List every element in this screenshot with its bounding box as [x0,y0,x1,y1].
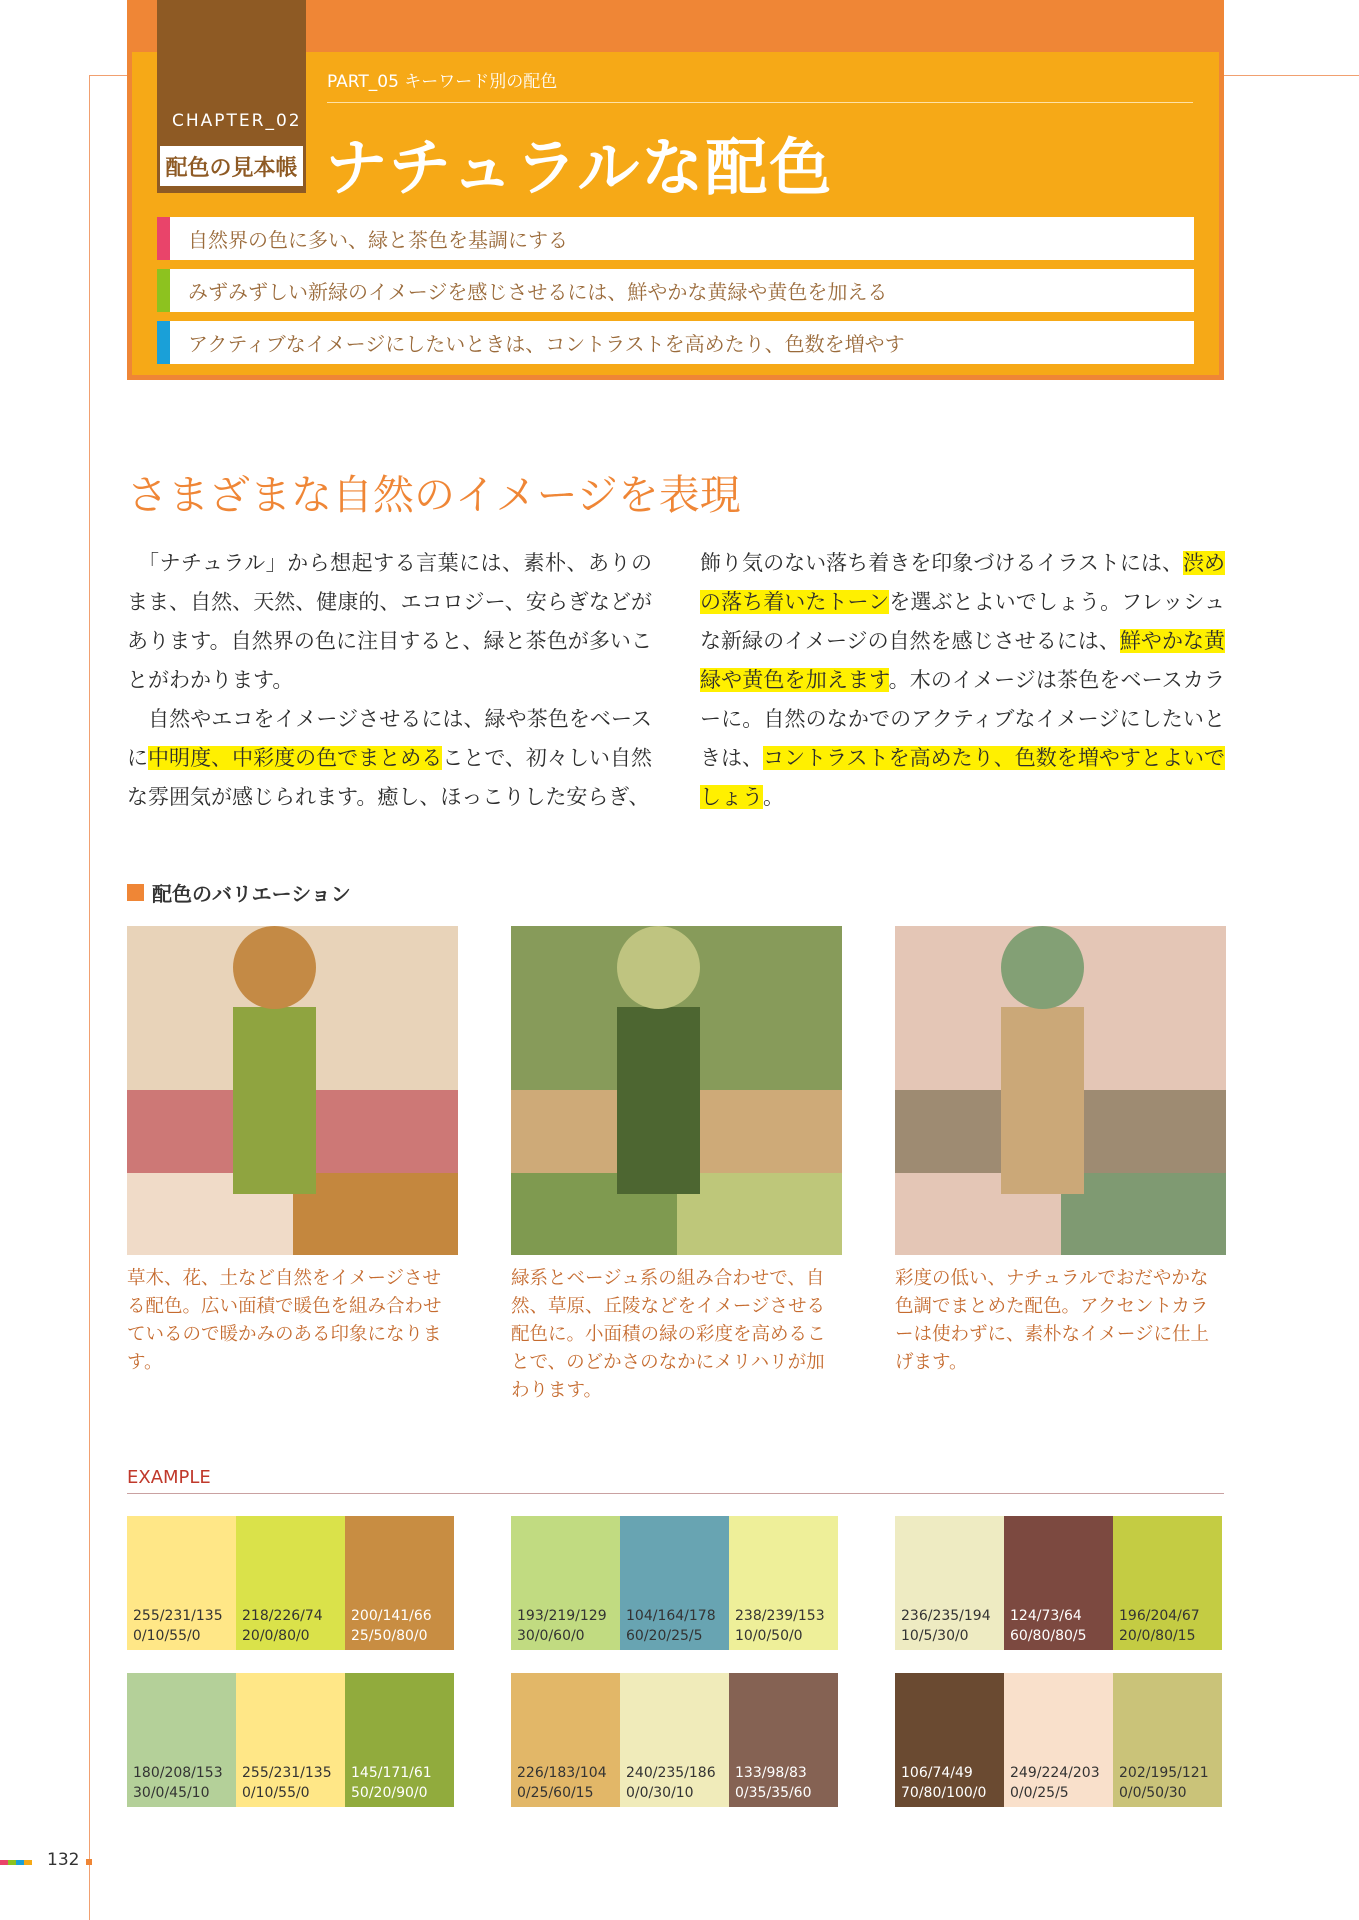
color-swatch [895,1516,1004,1650]
swatch-rgb: 238/239/153 [735,1608,825,1624]
swatch-rgb: 255/231/135 [242,1765,332,1781]
footer-bar-blue [16,1860,24,1865]
swatch-cmyk: 0/25/60/15 [517,1785,594,1801]
swatch-cmyk: 0/10/55/0 [133,1628,201,1644]
footer-bar-yellow [24,1860,32,1865]
swatch-cmyk: 30/0/60/0 [517,1628,585,1644]
color-swatch [511,1516,620,1650]
swatch-rgb: 255/231/135 [133,1608,223,1624]
variation-illustration-2 [511,926,842,1255]
color-swatch [127,1516,236,1650]
variation-caption-3: 彩度の低い、ナチュラルでおだやかな色調でまとめた配色。アクセントカラーは使わずに、素朴なイメージに仕上げます。 [895,1268,1209,1373]
color-swatch [620,1673,729,1807]
highlighted-text: 鮮やかな黄緑や黄色を加えます [700,629,1225,692]
swatch-rgb: 202/195/121 [1119,1765,1209,1781]
illustration-figure-body [617,1007,700,1194]
page-number: 132 [47,1850,80,1870]
swatch-rgb: 193/219/129 [517,1608,607,1624]
swatch-rgb: 218/226/74 [242,1608,323,1624]
highlighted-text: 中明度、中彩度の色でまとめる [148,746,443,770]
body-text: 。木のイメージは茶色をベースカラーに。自然のなかでのアクティブなイメージにしたいときは、 [700,668,1225,770]
swatch-rgb: 240/235/186 [626,1765,716,1781]
page-title: ナチュラルな配色 [325,131,834,204]
key-point-marker [157,217,170,260]
variation-caption-1: 草木、花、土など自然をイメージさせる配色。広い面積で暖色を組み合わせているので暖かみのある印象になります。 [127,1268,442,1373]
illustration-ground-right [1061,1173,1226,1255]
margin-rule-left [89,75,127,76]
color-swatch [729,1673,838,1807]
illustration-figure-body [1001,1007,1084,1194]
swatch-cmyk: 0/0/50/30 [1119,1785,1187,1801]
swatch-cmyk: 60/20/25/5 [626,1628,703,1644]
color-swatch [345,1516,454,1650]
swatch-cmyk: 10/5/30/0 [901,1628,969,1644]
example-heading: EXAMPLE [127,1467,211,1488]
square-bullet-icon [127,884,144,901]
color-swatch [1004,1516,1113,1650]
chapter-label: CHAPTER_02 [172,111,302,131]
key-point-1 [157,217,1194,260]
key-point-3 [157,321,1194,364]
swatch-cmyk: 50/20/90/0 [351,1785,428,1801]
body-text: 。 [763,785,784,809]
key-point-text: みずみずしい新緑のイメージを感じさせるには、鮮やかな黄緑や黄色を加える [188,280,888,304]
illustration-ground-right [677,1173,842,1255]
swatch-cmyk: 60/80/80/5 [1010,1628,1087,1644]
swatch-rgb: 226/183/104 [517,1765,607,1781]
swatch-rgb: 249/224/203 [1010,1765,1100,1781]
swatch-rgb: 124/73/64 [1010,1608,1082,1624]
color-swatch [345,1673,454,1807]
key-point-text: アクティブなイメージにしたいときは、コントラストを高めたり、色数を増やす [188,332,905,356]
illustration-figure-head [233,926,316,1009]
footer-bar-pink [0,1860,8,1865]
body-text: を選ぶとよいでしょう。フレッシュな新緑のイメージの自然を感じさせるには、 [700,590,1225,653]
swatch-rgb: 200/141/66 [351,1608,432,1624]
color-swatch [1113,1673,1222,1807]
illustration-ground-right [293,1173,458,1255]
body-text: 飾り気のない落ち着きを印象づけるイラストには、 [700,551,1183,575]
part-divider [327,102,1193,103]
swatch-rgb: 133/98/83 [735,1765,807,1781]
swatch-rgb: 236/235/194 [901,1608,991,1624]
swatch-cmyk: 0/0/30/10 [626,1785,694,1801]
key-point-2 [157,269,1194,312]
illustration-figure-head [1001,926,1084,1009]
swatch-rgb: 196/204/67 [1119,1608,1200,1624]
body-text-left [127,544,652,817]
swatch-rgb: 145/171/61 [351,1765,432,1781]
swatch-rgb: 180/208/153 [133,1765,223,1781]
body-text: 「ナチュラル」から想起する言葉には、素朴、ありのまま、自然、天然、健康的、エコロジー、安らぎなどがあります。自然界の色に注目すると、緑と茶色が多いことがわかります。 [127,551,652,692]
illustration-figure-body [233,1007,316,1194]
color-swatch [511,1673,620,1807]
swatch-cmyk: 25/50/80/0 [351,1628,428,1644]
highlighted-text: 渋めの落ち着いたトーン [700,551,1225,614]
swatch-cmyk: 0/0/25/5 [1010,1785,1069,1801]
color-swatch [127,1673,236,1807]
margin-rule-vertical [89,75,90,1920]
color-swatch [236,1673,345,1807]
margin-rule-right [1224,75,1359,76]
variation-illustration-3 [895,926,1226,1255]
key-point-marker [157,269,170,312]
example-divider [127,1493,1224,1494]
section-title: さまざまな自然のイメージを表現 [127,471,741,519]
color-swatch [236,1516,345,1650]
body-text-right [700,544,1225,817]
illustration-figure-head [617,926,700,1009]
color-swatch [1113,1516,1222,1650]
variations-heading [127,878,351,907]
color-swatch [895,1673,1004,1807]
swatch-rgb: 106/74/49 [901,1765,973,1781]
variation-caption-2: 緑系とベージュ系の組み合わせで、自然、草原、丘陵などをイメージさせる配色に。小面積の緑の彩度を高めることで、のどかさのなかにメリハリが加わります。 [511,1268,826,1401]
color-swatch [620,1516,729,1650]
body-text: ことで、初々しい自然な雰囲気が感じられます。癒し、ほっこりした安らぎ、 [127,746,653,809]
swatch-cmyk: 0/35/35/60 [735,1785,812,1801]
body-text: 自然やエコをイメージさせるには、緑や茶色をベースに [127,707,652,770]
color-swatch [1004,1673,1113,1807]
swatch-cmyk: 20/0/80/0 [242,1628,310,1644]
key-point-text: 自然界の色に多い、緑と茶色を基調にする [188,228,568,252]
variation-illustration-1 [127,926,458,1255]
footer-bar-green [8,1860,16,1865]
key-point-marker [157,321,170,364]
swatch-cmyk: 0/10/55/0 [242,1785,310,1801]
variations-heading-text: 配色のバリエーション [152,882,351,906]
color-swatch [729,1516,838,1650]
swatch-cmyk: 70/80/100/0 [901,1785,987,1801]
highlighted-text: コントラストを高めたり、色数を増やすとよいでしょう [700,746,1225,809]
swatch-cmyk: 30/0/45/10 [133,1785,210,1801]
swatch-rgb: 104/164/178 [626,1608,716,1624]
part-label: PART_05 キーワード別の配色 [327,72,558,92]
swatch-cmyk: 20/0/80/15 [1119,1628,1196,1644]
chapter-subtitle: 配色の見本帳 [157,143,306,189]
page-number-dot [86,1859,92,1865]
swatch-cmyk: 10/0/50/0 [735,1628,803,1644]
